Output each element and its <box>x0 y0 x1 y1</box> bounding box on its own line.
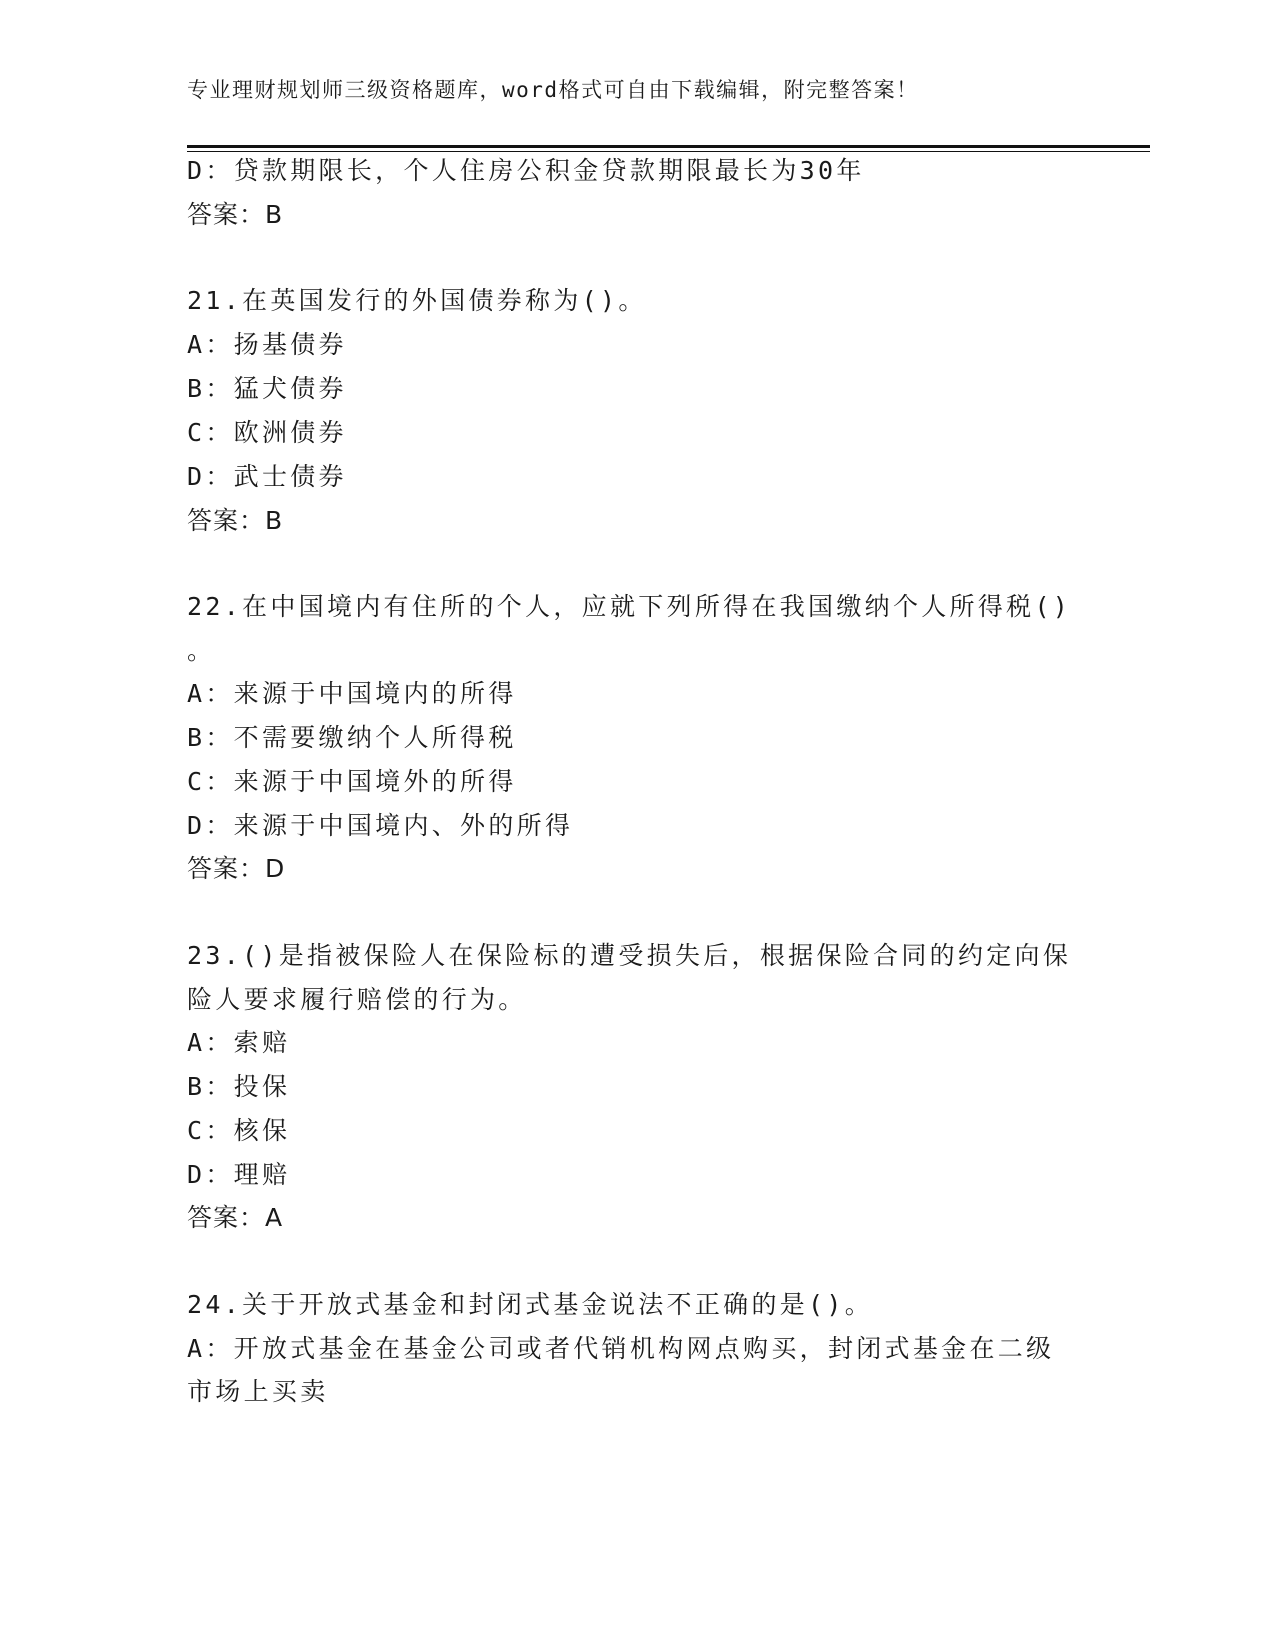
q21-option-b: B：猛犬债券 <box>187 374 347 403</box>
q22-option-c: C：来源于中国境外的所得 <box>187 767 517 796</box>
q22-question-line2: 。 <box>187 636 216 665</box>
q23-option-a: A：索赔 <box>187 1028 291 1057</box>
q23-question-line2: 险人要求履行赔偿的行为。 <box>187 985 527 1014</box>
q23-option-b: B：投保 <box>187 1072 291 1101</box>
q24-option-a-line2: 市场上买卖 <box>187 1377 329 1406</box>
q22-question-line1: 22.在中国境内有住所的个人，应就下列所得在我国缴纳个人所得税() <box>187 592 1072 621</box>
q23-answer: 答案：A <box>187 1203 284 1232</box>
header-rule-thick <box>187 145 1150 148</box>
q21-option-a: A：扬基债券 <box>187 330 347 359</box>
q22-option-d: D：来源于中国境内、外的所得 <box>187 811 574 840</box>
q23-option-d: D：理赔 <box>187 1160 291 1189</box>
q24-question: 24.关于开放式基金和封闭式基金说法不正确的是()。 <box>187 1290 874 1319</box>
q21-option-c: C：欧洲债券 <box>187 418 347 447</box>
q22-answer: 答案：D <box>187 854 286 883</box>
q24-option-a-line1: A：开放式基金在基金公司或者代销机构网点购买，封闭式基金在二级 <box>187 1334 1055 1363</box>
q23-question-line1: 23.()是指被保险人在保险标的遭受损失后，根据保险合同的约定向保 <box>187 941 1072 970</box>
q22-option-b: B：不需要缴纳个人所得税 <box>187 723 517 752</box>
q22-option-a: A：来源于中国境内的所得 <box>187 679 517 708</box>
q23-option-c: C：核保 <box>187 1116 291 1145</box>
q21-question: 21.在英国发行的外国债券称为()。 <box>187 286 647 315</box>
q21-answer: 答案：B <box>187 506 284 535</box>
page-header: 专业理财规划师三级资格题库，word格式可自由下载编辑，附完整答案！ <box>187 78 919 102</box>
prev-option-d: D：贷款期限长，个人住房公积金贷款期限最长为30年 <box>187 156 865 185</box>
q21-option-d: D：武士债券 <box>187 462 347 491</box>
prev-answer: 答案：B <box>187 200 284 229</box>
header-rule-thin <box>187 151 1150 152</box>
